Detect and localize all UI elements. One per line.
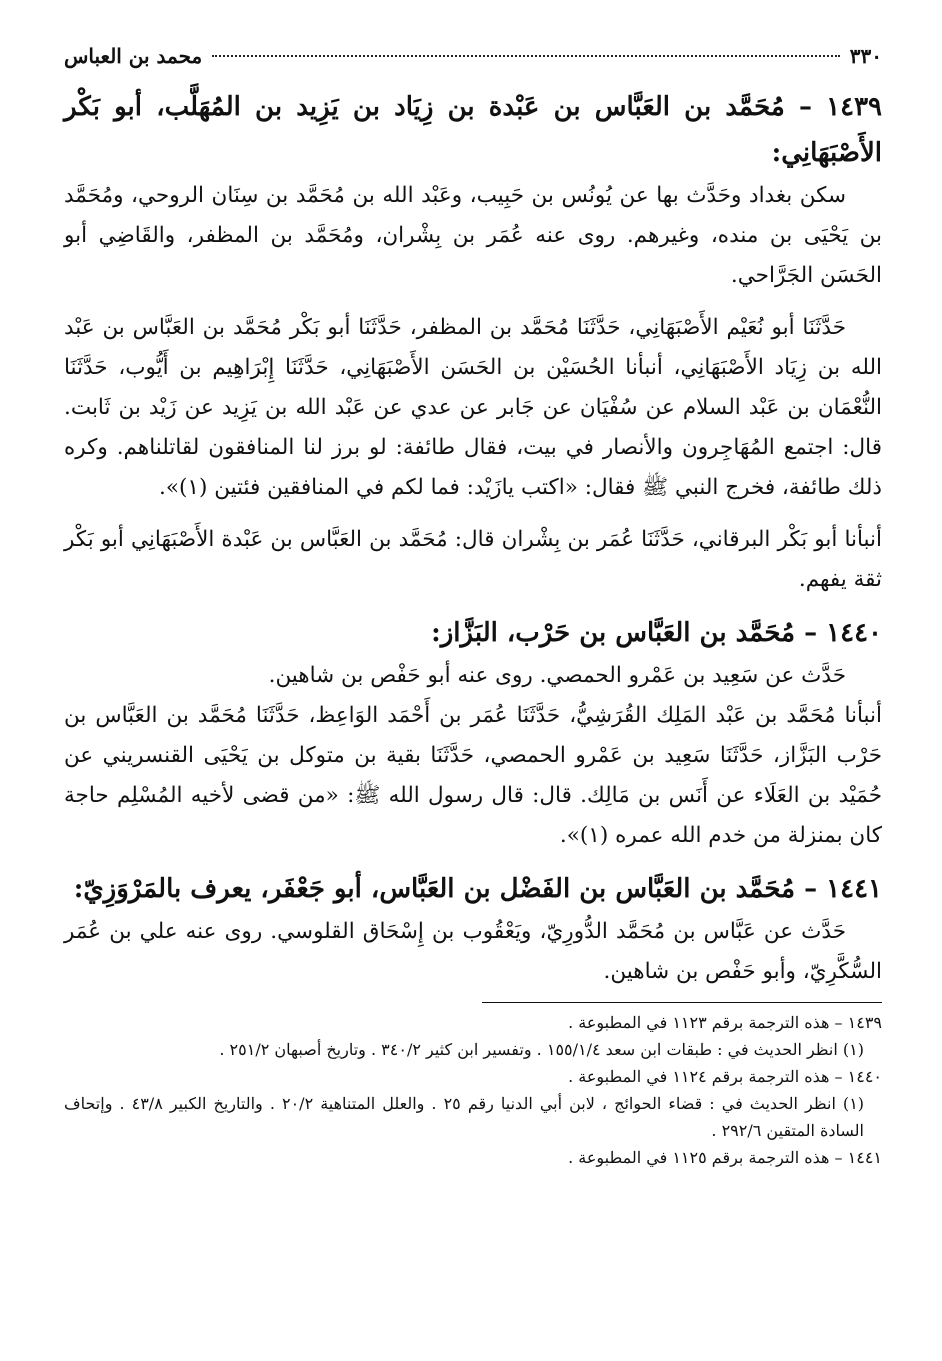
- footnote-entry-1441: ١٤٤١ – هذه الترجمة برقم ١١٢٥ في المطبوعة .: [568, 1148, 882, 1167]
- entry-closing-1439: أنبأنا أبو بَكْر البرقاني، حَدَّثَنَا عُمَر بن بِشْران قال: مُحَمَّد بن العَبَّاس بن عَبْدة الأَصْبَهَانِي أبو بَكْر ثقة يفهم.: [64, 527, 882, 592]
- entry-bio-1439: سكن بغداد وحَدَّث بها عن يُونُس بن حَبِيب، وعَبْد الله بن مُحَمَّد بن سِنَان الروحي، ومُحَمَّد بن يَحْيَى بن منده، وغيرهم. روى عنه عُمَر بن بِشْران، ومُحَمَّد بن المظفر، والقَاضِي أبو الحَسَن الجَرَّاحي.: [64, 183, 882, 288]
- footnote-entry-1440: ١٤٤٠ – هذه الترجمة برقم ١١٢٤ في المطبوعة .: [568, 1067, 882, 1086]
- page-number: ٣٣٠: [849, 44, 882, 68]
- entry-hadith-1440: أنبأنا مُحَمَّد بن عَبْد المَلِك القُرَشِيُّ، حَدَّثَنَا عُمَر بن أَحْمَد الوَاعِظ، حَدَّثَنَا مُحَمَّد بن العَبَّاس بن حَرْب البَزَّاز، حَدَّثَنَا سَعِيد بن عَمْرو الحمصي، حَدَّثَنَا بقية بن متوكل بن يَحْيَى القنسريني عن حُمَيْد بن العَلَاء عن أَنَس بن مَالِك. قال: قال رسول الله ﷺ: «من قضى لأخيه المُسْلِم حاجة كان بمنزلة من خدم الله عمره (١)».: [64, 703, 882, 848]
- footnote-entry-1439: ١٤٣٩ – هذه الترجمة برقم ١١٢٣ في المطبوعة .: [568, 1013, 882, 1032]
- footnotes: [64, 1009, 882, 1171]
- entry-title-1440: ١٤٤٠ – مُحَمَّد بن العَبَّاس بن حَرْب، البَزَّاز:: [431, 618, 882, 648]
- entry-bio-1441: حَدَّث عن عَبَّاس بن مُحَمَّد الدُّورِيّ، ويَعْقُوب بن إِسْحَاق القلوسي. روى عنه علي بن عُمَر السُّكَّرِيّ، وأبو حَفْص بن شاهين.: [64, 919, 882, 984]
- leader-dots: [212, 55, 840, 57]
- entry-title-1439: ١٤٣٩ – مُحَمَّد بن العَبَّاس بن عَبْدة بن زِيَاد بن يَزِيد بن المُهَلَّب، أبو بَكْر الأَصْبَهَانِي:: [64, 92, 882, 168]
- running-title: محمد بن العباس: [64, 44, 203, 68]
- footnote-ref-1439: (١) انظر الحديث في : طبقات ابن سعد ١٥٥/١/٤ . وتفسير ابن كثير ٣٤٠/٢ . وتاريخ أصبهان ٢٥١/٢ .: [219, 1040, 864, 1059]
- entry-bio-1440: حَدَّث عن سَعِيد بن عَمْرو الحمصي. روى عنه أبو حَفْص بن شاهين.: [268, 663, 846, 688]
- entry-hadith-1439: حَدَّثَنَا أبو نُعَيْم الأَصْبَهَانِي، حَدَّثَنَا مُحَمَّد بن المظفر، حَدَّثَنَا أبو بَكْر مُحَمَّد بن العَبَّاس بن عَبْد الله بن زِيَاد الأَصْبَهَانِي، أنبأنا الحُسَيْن بن الحَسَن الأَصْبَهَانِي، حَدَّثَنَا إِبْرَاهِيم بن أَيُّوب، حَدَّثَنَا النُّعْمَان بن عَبْد السلام عن سُفْيَان عن جَابر عن عدي عن عَبْد الله بن يَزِيد عن زَيْد بن ثَابت. قال: اجتمع المُهَاجِرون والأنصار في بيت، فقال طائفة: لو برز لنا المنافقون لقاتلناهم. وكره ذلك طائفة، فخرج النبي ﷺ فقال: «اكتب يازَيْد: فما لكم في المنافقين فئتين (١)».: [64, 315, 882, 500]
- running-header: [64, 44, 882, 80]
- footnote-ref-1440: (١) انظر الحديث في : قضاء الحوائج ، لابن أبي الدنيا رقم ٢٥ . والعلل المتناهية ٢٠/٢ . والتاريخ الكبير ٤٣/٨ . وإتحاف السادة المتقين ٢٩٢/٦ .: [64, 1094, 865, 1140]
- footnote-divider: [482, 1002, 882, 1003]
- entry-title-1441: ١٤٤١ – مُحَمَّد بن العَبَّاس بن الفَضْل بن العَبَّاس، أبو جَعْفَر، يعرف بالمَرْوَزِيّ:: [73, 874, 882, 904]
